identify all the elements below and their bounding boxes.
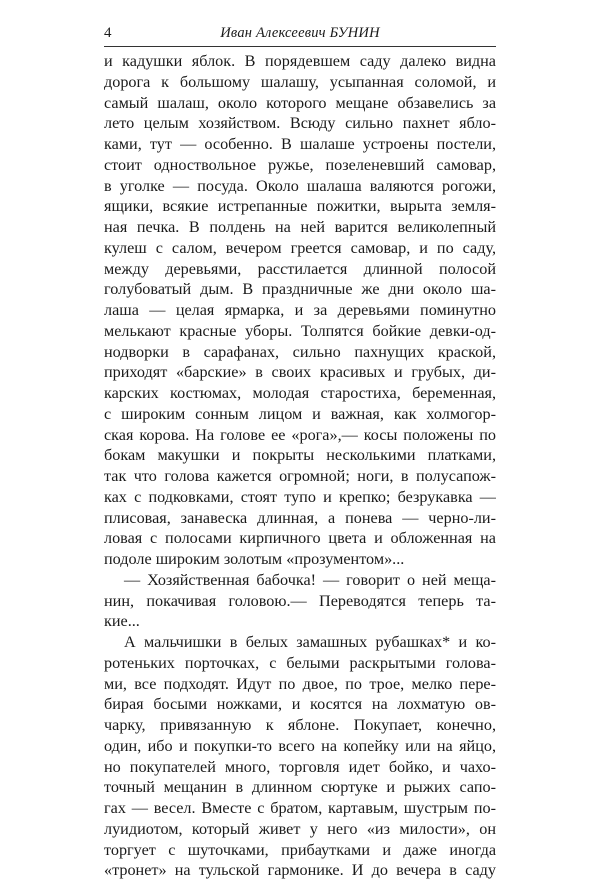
text-line: точный мещанин в длинном сюртуке и рыжих сапо- [104,778,496,797]
text-line: в уголке — посуда. Около шалаша валяются рогожи, [104,176,496,195]
body-text [104,51,496,881]
text-line: подоле широким золотым «прозументом»... [104,550,405,568]
text-line: А мальчишки в белых замашных рубашках* и ко- [124,633,496,651]
text-line: но покупателей много, торговля идет бойко, и чахо- [104,757,496,776]
text-line: нин, покачивая головою.— Переводятся теперь та- [104,591,496,610]
text-line: кулеш с салом, вечером греется самовар, и по саду, [104,238,496,257]
text-line: ками, тут — особенно. В шалаше устроены постели, [104,135,496,153]
text-line: бирая босыми ножками, и косятся на лохматую ов- [104,695,496,714]
text-line: ящики, всякие истрепанные пожитки, вырыта земля- [104,197,496,216]
text-line: один, ибо и покупки-то всего на копейку или на яйцо, [104,736,496,755]
text-line: лето целым хозяйством. Всюду сильно пахнет ябло- [104,114,496,133]
running-title: Иван Алексеевич БУНИН [220,25,380,41]
text-line: торгует с шуточками, прибаутками и даже иногда [104,840,496,859]
text-line: нодворки в сарафанах, сильно пахнущих краской, [104,342,496,361]
text-line: голубоватый дым. В праздничные же дни около ша- [104,280,496,299]
text-line: карских костюмах, молодая старостиха, беременная, [104,384,496,402]
text-line: гах — весел. Вместе с братом, картавым, шустрым по- [104,799,496,817]
text-line: ловая с полосами кирпичного цвета и обложенная на [104,529,496,548]
text-line: ротеньких порточках, с белыми раскрытыми голова- [104,653,496,672]
header-rule [104,46,496,47]
text-line: ми, все подходят. Идут по двое, по трое, мелко пере- [104,674,496,693]
text-line: плисовая, занавеска длинная, а понева — черно-ли- [104,508,496,527]
text-line: — Хозяйственная бабочка! — говорит о ней меща- [124,570,496,589]
text-line: так что голова кажется огромной; ноги, в полусапож- [104,467,496,485]
text-line: бокам макушки и покрыты несколькими платками, [104,446,496,465]
text-line: между деревьями, расстилается длинной полосой [104,259,496,278]
text-line: дорога к большому шалашу, усыпанная соломой, и [104,72,496,91]
text-line: стоит одноствольное ружье, позеленевший самовар, [104,155,496,174]
text-line: самый шалаш, около которого мещане обзавелись за [104,93,496,112]
text-line: и кадушки яблок. В порядевшем саду далеко видна [104,52,496,70]
text-line: лаша — целая ярмарка, и за деревьями поминутно [104,301,496,319]
page-header [104,24,496,42]
text-line: луидиотом, который живет у него «из милости», он [104,819,496,838]
page-number: 4 [104,25,112,41]
text-line: приходят «барские» в своих красивых и грубых, ди- [104,363,496,382]
text-line: кие... [104,612,140,631]
text-line: ская корова. На голове ее «рога»,— косы положены по [104,425,496,444]
text-line: ках с подковками, стоят тупо и крепко; безрукавка — [104,487,496,506]
text-line: ная печка. В полдень на ней варится великолепный [104,218,496,236]
text-line: мелькают красные уборы. Толпятся бойкие девки-од- [104,321,496,340]
text-line: с широким сонным лицом и важная, как холмогор- [104,404,496,423]
text-line: «тронет» на тульской гармонике. И до вечера в саду [104,861,496,880]
text-line: чарку, привязанную к яблоне. Покупает, конечно, [104,716,496,734]
